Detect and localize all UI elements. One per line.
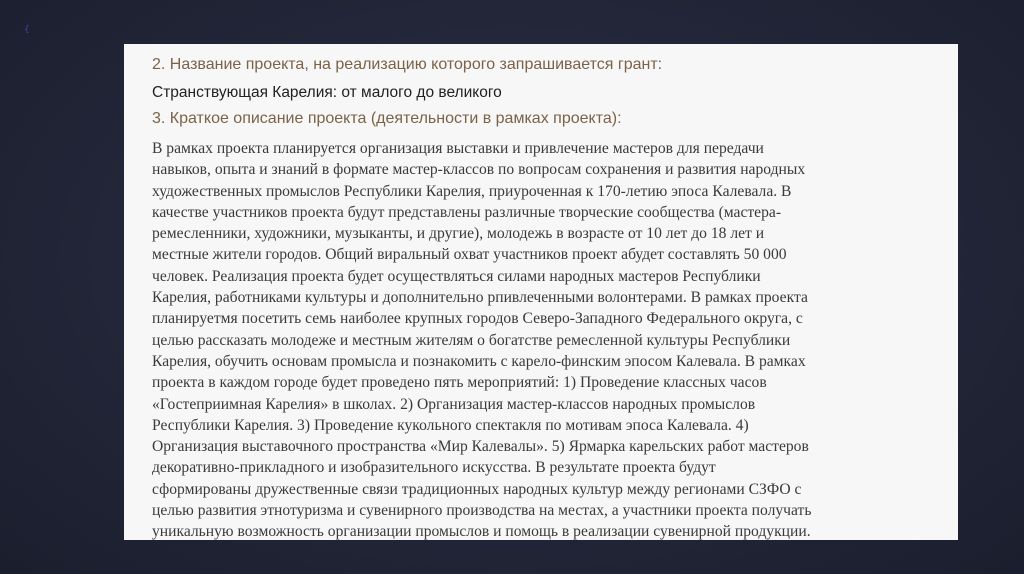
description-line: планируетмя посетить семь наиболее крупных городов Северо-Западного Федерального округа, с xyxy=(152,310,803,328)
description-line: художественных промыслов Республики Карелия, приуроченная к 170-летию эпоса Калевала. В xyxy=(152,182,792,200)
description-line: декоративно-прикладного и изобразительного искусства. В результате проекта будут xyxy=(152,459,716,477)
description-line: качестве участников проекта будут представлены различные творческие сообщества (мастера- xyxy=(152,203,782,221)
description-line: целью рассказать молодеже и местным жителям о богатстве ремесленной культуры Республики xyxy=(152,331,791,349)
description-line: Организация выставочного пространства «Мир Калевалы». 5) Ярмарка карельских работ мастеров xyxy=(152,438,809,456)
description-line: местные жители городов. Общий виральный охват участников проект абудет составлять 50 000 xyxy=(152,246,787,264)
project-name-text: Странствующая Карелия: от малого до великого xyxy=(152,84,502,101)
section-heading-description: 3. Краткое описание проекта (деятельности в рамках проекта): xyxy=(152,110,622,127)
description-line: ремесленники, художники, музыканты, и другие), молодежь в возрасте от 10 лет до 18 лет и xyxy=(152,225,765,243)
description-line: Карелия, обучить основам промысла и познакомить с карело-финским эпосом Калевала. В рамках xyxy=(152,352,806,370)
description-line: «Гостеприимная Карелия» в школах. 2) Организация мастер-классов народных промыслов xyxy=(152,395,756,413)
corner-bracket-mark: { xyxy=(24,25,30,35)
description-line: проекта в каждом городе будет проведено пять мероприятий: 1) Проведение классных часов xyxy=(152,374,767,392)
description-line: В рамках проекта планируется организация выставки и привлечение мастеров для передачи xyxy=(152,140,764,157)
description-line: навыков, опыта и знаний в формате мастер-классов по вопросам сохранения и развития народных xyxy=(152,161,806,179)
document-page xyxy=(124,44,958,540)
description-line: уникальную возможность организации промыслов и помощь в реализации сувенирной продукции. xyxy=(152,523,811,540)
description-line: человек. Реализация проекта будет осуществляться силами народных мастеров Республики xyxy=(152,267,761,285)
description-line: сформированы дружественные связи традиционных народных культур между регионами СЗФО с xyxy=(152,480,802,498)
description-line: Карелия, работниками культуры и дополнительно рпивлеченными волонтерами. В рамках проекта xyxy=(152,289,808,307)
section-heading-project-name: 2. Название проекта, на реализацию которого запрашивается грант: xyxy=(152,56,663,73)
project-description xyxy=(152,138,936,540)
description-line: Республики Карелия. 3) Проведение кукольного спектакля по мотивам эпоса Калевала. 4) xyxy=(152,416,749,434)
description-line: целью развития этнотуризма и сувенирного производства на местах, а участники проекта получать xyxy=(152,502,812,520)
